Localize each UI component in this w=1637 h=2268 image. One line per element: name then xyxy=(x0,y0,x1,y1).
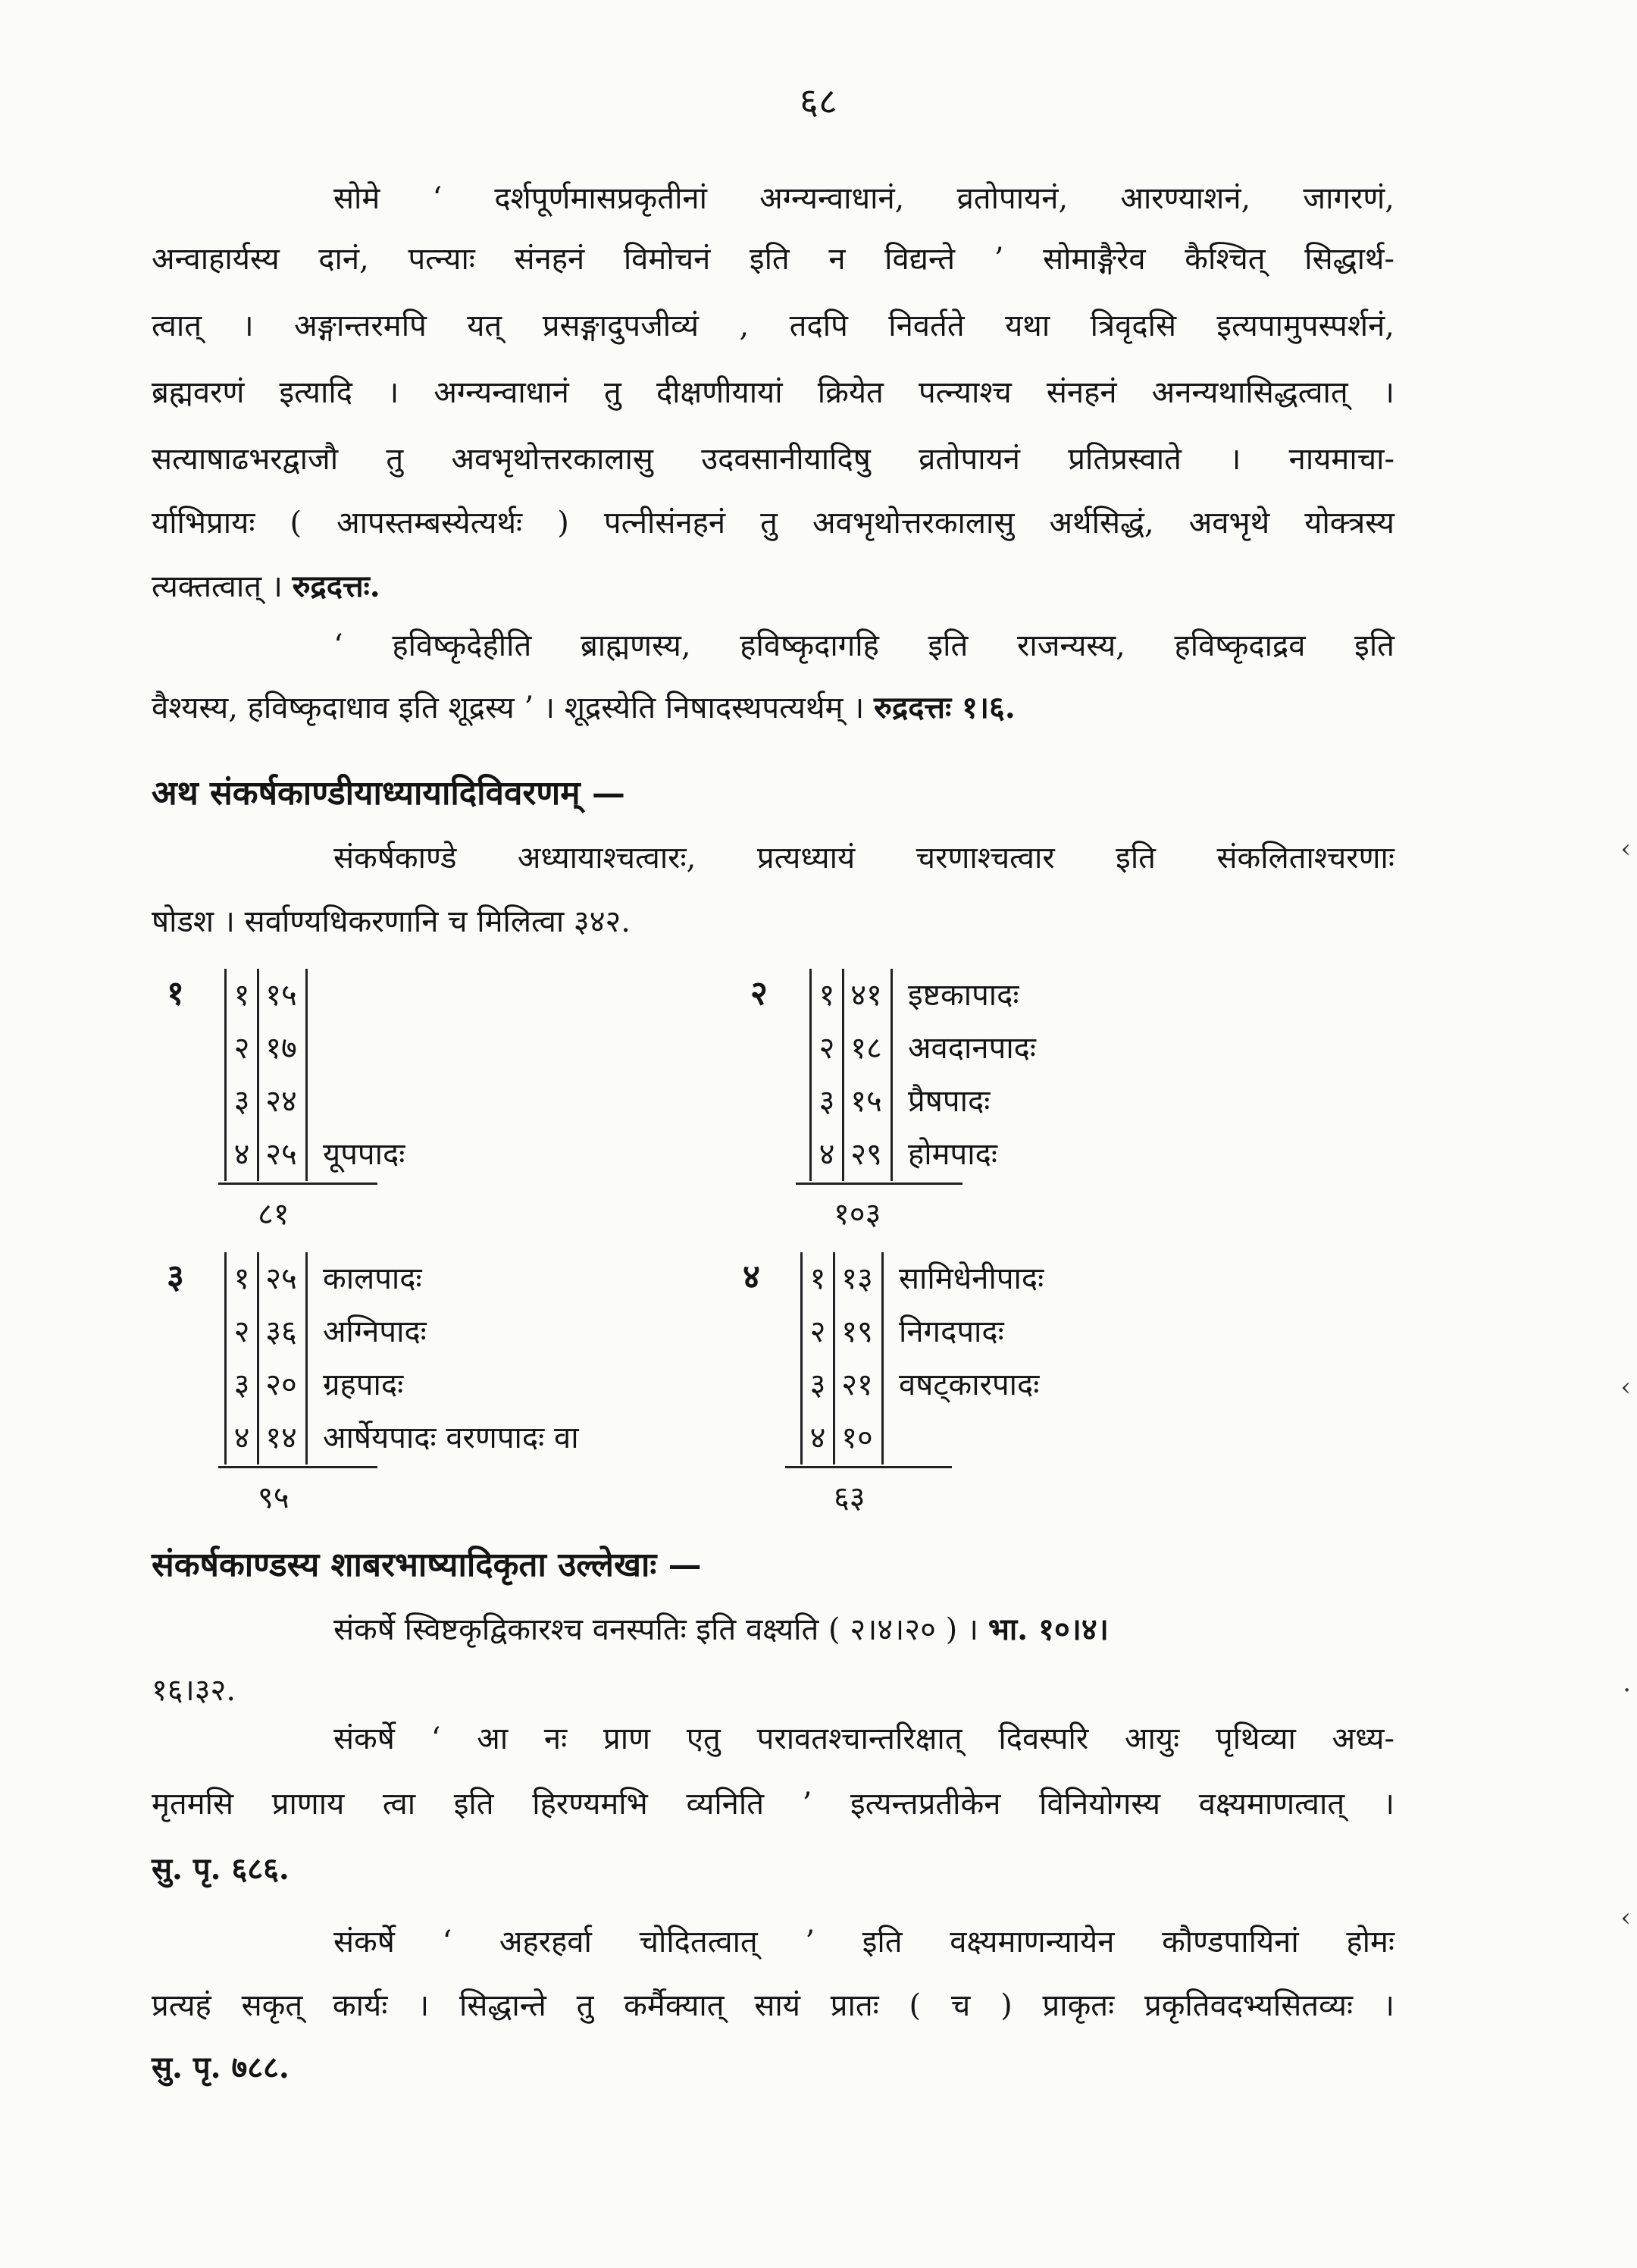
pada-name: यूपपादः xyxy=(323,1137,405,1172)
pada-index: ४ xyxy=(224,1411,259,1464)
text-fragment: संकर्षे स्विष्टकृद्विकारश्च वनस्पतिः इति वक्ष्यति ( २।४।२० ) । xyxy=(333,1612,979,1647)
adhikarana-count: २९ xyxy=(842,1128,893,1181)
adhikarana-total: ९५ xyxy=(258,1480,290,1515)
paragraph-4 xyxy=(152,1605,1394,1727)
pada-name: अवदानपादः xyxy=(908,1031,1036,1066)
text-fragment: वैश्यस्य, हविष्कृदाधाव इति शूद्रस्य ’ । शूद्रस्येति निषादस्थपत्यर्थम् । xyxy=(152,691,865,725)
pada-name: ग्रहपादः xyxy=(323,1367,404,1402)
adhyaya-number: १ xyxy=(167,974,184,1013)
adhikarana-total: १०३ xyxy=(834,1197,881,1232)
citation: भा. १०।४। xyxy=(988,1612,1109,1647)
text-line: संकर्षकाण्डे अध्यायाश्चत्वारः, प्रत्यध्यायं चरणाश्चत्वार इति संकलिताश्चरणाः xyxy=(333,841,1394,876)
pada-name: निगदपादः xyxy=(899,1314,1004,1349)
pada-name: होमपादः xyxy=(908,1137,997,1172)
adhikarana-total: ६३ xyxy=(834,1480,865,1515)
adhikarana-count: ४१ xyxy=(842,969,893,1022)
adhyaya-number: २ xyxy=(750,974,768,1013)
sum-divider xyxy=(218,1466,377,1468)
pada-index: १ xyxy=(809,969,844,1022)
adhikarana-count: २५ xyxy=(257,1128,308,1181)
pada-index: २ xyxy=(800,1305,835,1358)
scan-artifact: ‹ xyxy=(1620,1372,1631,1402)
pada-name: कालपादः xyxy=(323,1261,422,1296)
pada-name: वषट्कारपादः xyxy=(899,1367,1040,1402)
text-line-last xyxy=(152,562,1394,611)
pada-index: ३ xyxy=(800,1358,835,1411)
sum-divider xyxy=(796,1183,962,1185)
adhikarana-count: २५ xyxy=(257,1252,308,1305)
citation: सु. पृ. ६८६. xyxy=(152,1851,290,1887)
adhikarana-count: १८ xyxy=(842,1022,893,1075)
citation: रुद्रदत्तः १।६. xyxy=(874,690,1016,725)
pada-name: सामिधेनीपादः xyxy=(899,1261,1044,1296)
text-line: प्रत्यहं सकृत् कार्यः । सिद्धान्ते तु कर्मैक्यात् सायं प्रातः ( च ) प्राकृतः प्रकृतिवदभ्यसितव्यः । xyxy=(152,1988,1394,2023)
adhikarana-count: ३६ xyxy=(257,1305,308,1358)
pada-index: ४ xyxy=(800,1411,835,1464)
text-line: संकर्षे ‘ अहरहर्वा चोदितत्वात् ’ इति वक्ष्यमाणन्यायेन कौण्डपायिनां होमः xyxy=(333,1925,1394,1959)
adhyaya-table-4 xyxy=(743,1252,1197,1525)
section-heading: संकर्षकाण्डस्य शाबरभाष्यादिकृता उल्लेखाः — xyxy=(152,1546,702,1584)
scan-artifact: · xyxy=(1623,1675,1631,1706)
section-heading: अथ संकर्षकाण्डीयाध्यायादिविवरणम् — xyxy=(152,774,625,813)
pada-index: १ xyxy=(800,1252,835,1305)
adhikarana-count: १० xyxy=(833,1411,884,1464)
adhikarana-count: १७ xyxy=(257,1022,308,1075)
text-line: षोडश । सर्वाण्यधिकरणानि च मिलित्वा ३४२. xyxy=(152,904,631,939)
sum-divider xyxy=(218,1183,377,1185)
text-line: संकर्षे ‘ आ नः प्राण एतु परावतश्चान्तरिक्षात् दिवस्परि आयुः पृथिव्या अध्य- xyxy=(333,1721,1394,1756)
paragraph-1 xyxy=(152,174,1394,604)
adhyaya-table-3 xyxy=(167,1252,743,1525)
pada-index: २ xyxy=(809,1022,844,1075)
pada-index: १ xyxy=(224,969,259,1022)
adhyaya-number: ३ xyxy=(167,1258,184,1296)
pada-index: ३ xyxy=(809,1075,844,1128)
text-line xyxy=(333,1605,1394,1654)
pada-index: ४ xyxy=(224,1128,259,1181)
pada-index: ४ xyxy=(809,1128,844,1181)
paragraph-5 xyxy=(152,1715,1394,1904)
text-line: १६।३२. xyxy=(152,1673,236,1708)
sum-divider xyxy=(785,1466,952,1468)
text-line: सत्याषाढभरद्वाजौ तु अवभृथोत्तरकालासु उदवसानीयादिषु व्रतोपायनं प्रतिप्रस्वाते । नायमाचा- xyxy=(152,442,1394,477)
scan-artifact: ‹ xyxy=(1620,1903,1631,1933)
adhikarana-count: १९ xyxy=(833,1305,884,1358)
text-line: त्वात् । अङ्गान्तरमपि यत् प्रसङ्गादुपजीव्यं , तदपि निवर्तते यथा त्रिवृदसि इत्यपामुपस्पर्शनं, xyxy=(152,309,1394,343)
adhikarana-count: २० xyxy=(257,1358,308,1411)
text-line-last xyxy=(152,684,1394,732)
adhyaya-table-1 xyxy=(167,969,546,1242)
adhikarana-count: १५ xyxy=(257,969,308,1022)
pada-name: इष्टकापादः xyxy=(908,978,1019,1013)
pada-name: अग्निपादः xyxy=(323,1314,427,1349)
adhyaya-table-2 xyxy=(750,969,1205,1242)
page-number: ६८ xyxy=(800,80,837,123)
text-line: ब्रह्मवरणं इत्यादि । अग्न्यन्वाधानं तु दीक्षणीयायां क्रियेत पत्न्याश्च संनहनं अनन्यथासिद्धत्वात् । xyxy=(152,375,1394,410)
paragraph-2 xyxy=(152,622,1394,750)
text-fragment: त्यक्तत्वात् । xyxy=(152,569,283,604)
pada-name: आर्षेयपादः वरणपादः वा xyxy=(323,1421,579,1455)
adhikarana-count: १४ xyxy=(257,1411,308,1464)
paragraph-3 xyxy=(152,834,1394,955)
adhikarana-count: १३ xyxy=(833,1252,884,1305)
text-line: अन्वाहार्यस्य दानं, पत्न्याः संनहनं विमोचनं इति न विद्यन्ते ’ सोमाङ्गैरेव कैश्चित् सिद्धार्थ- xyxy=(152,242,1394,277)
paragraph-6 xyxy=(152,1918,1394,2107)
adhikarana-total: ८१ xyxy=(258,1197,290,1232)
text-line: मृतमसि प्राणाय त्वा इति हिरण्यमभि व्यनिति ’ इत्यन्तप्रतीकेन विनियोगस्य वक्ष्यमाणत्वात् । xyxy=(152,1787,1394,1822)
adhikarana-count: १५ xyxy=(842,1075,893,1128)
pada-name: प्रैषपादः xyxy=(908,1084,991,1119)
pada-index: २ xyxy=(224,1022,259,1075)
citation: सु. पृ. ७८८. xyxy=(152,2050,290,2085)
pada-index: ३ xyxy=(224,1358,259,1411)
text-line: ‘ हविष्कृदेहीति ब्राह्मणस्य, हविष्कृदागहि इति राजन्यस्य, हविष्कृदाद्रव इति xyxy=(333,628,1394,663)
text-line: र्याभिप्रायः ( आपस्तम्बस्येत्यर्थः ) पत्नीसंनहनं तु अवभृथोत्तरकालासु अर्थसिद्धं, अवभृथे योक्त्रस्य xyxy=(152,506,1394,540)
text-line: सोमे ‘ दर्शपूर्णमासप्रकृतीनां अग्न्यन्वाधानं, व्रतोपायनं, आरण्याशनं, जागरणं, xyxy=(333,181,1394,216)
citation: रुद्रदत्तः. xyxy=(292,569,380,604)
scan-artifact: ‹ xyxy=(1620,834,1631,864)
pada-index: १ xyxy=(224,1252,259,1305)
adhikarana-count: २१ xyxy=(833,1358,884,1411)
adhikarana-count: २४ xyxy=(257,1075,308,1128)
pada-index: २ xyxy=(224,1305,259,1358)
pada-index: ३ xyxy=(224,1075,259,1128)
adhyaya-number: ४ xyxy=(743,1258,760,1296)
